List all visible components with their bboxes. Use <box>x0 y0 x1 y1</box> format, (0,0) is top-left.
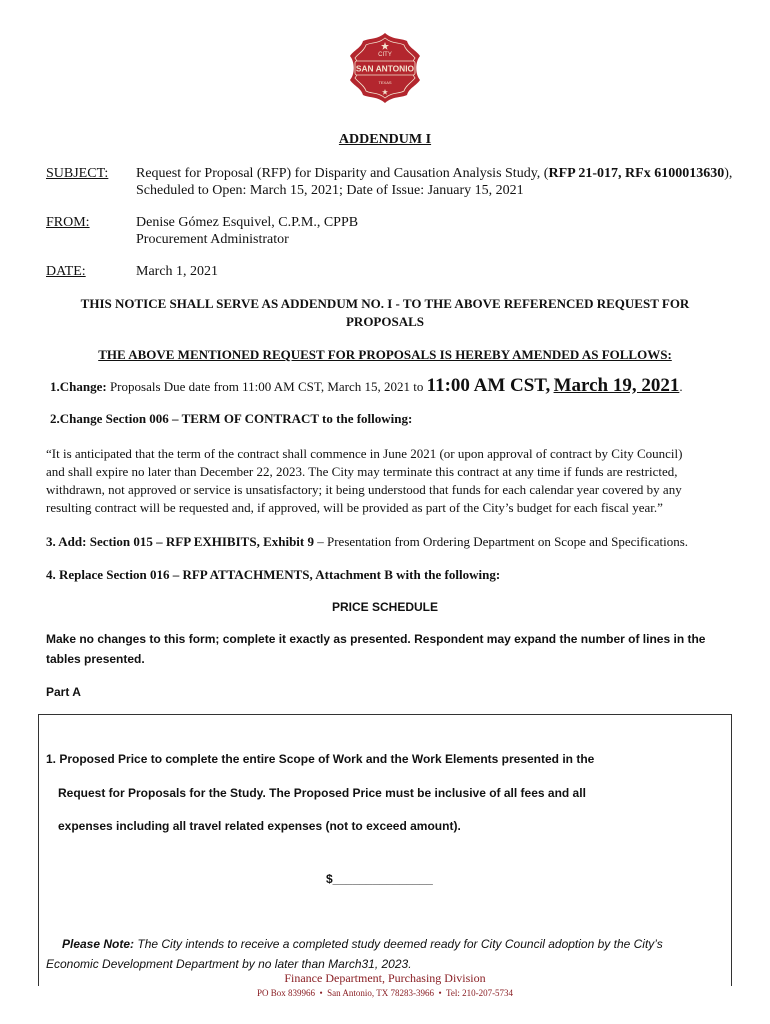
notice-line-2: PROPOSALS <box>345 314 424 329</box>
subject-line-2: Scheduled to Open: March 15, 2021; Date of Issue: January 15, 2021 <box>136 183 524 198</box>
from-title: Procurement Administrator <box>136 232 289 247</box>
term-quote-line-1: “It is anticipated that the term of the contract shall commence in June 2021 (or upon approval of contract by City Council) <box>46 446 683 461</box>
instructions-line-2: tables presented. <box>46 652 145 666</box>
seal-bottom-text: TEXAS <box>378 80 392 85</box>
part-label: Part A <box>46 685 81 699</box>
term-quote-line-4: resulting contract will be requested and, if approved, will be provided as part of the City’s budget for each fiscal year.” <box>46 500 663 515</box>
date-value: March 1, 2021 <box>136 264 219 279</box>
note-label: Please Note: <box>62 937 135 951</box>
from-label: FROM: <box>46 215 90 230</box>
instructions-line-1: Make no changes to this form; complete it exactly as presented. Respondent may expand the number of lines in the <box>46 632 706 646</box>
footer-contact <box>0 988 770 998</box>
item-2-label: Change Section 006 – TERM OF CONTRACT to the following: <box>59 411 413 426</box>
item-1-number: 1. <box>50 379 60 394</box>
footer-phone: Tel: 210-207-5734 <box>445 988 514 998</box>
note-line-1 <box>62 936 663 952</box>
item-1-text: Proposals Due date from 11:00 AM CST, March 15, 2021 to <box>106 379 427 394</box>
subject-text-end: ), <box>724 166 733 181</box>
item-3 <box>46 533 688 551</box>
item-1-new-time: 11:00 AM CST, <box>426 375 551 396</box>
city-seal-logo <box>349 32 421 104</box>
note-text: The City intends to receive a completed study deemed ready for City Council adoption by the City’s <box>134 937 663 951</box>
price-blank-field[interactable]: $_______________ <box>326 872 433 886</box>
item-3-text: – Presentation from Ordering Department on Scope and Specifications. <box>314 534 689 549</box>
price-schedule-title: PRICE SCHEDULE <box>331 600 438 614</box>
footer-po-box: PO Box 839966 <box>256 988 315 998</box>
item-1 <box>50 377 683 396</box>
addendum-title: ADDENDUM I <box>338 132 432 147</box>
item-4: 4. Replace Section 016 – RFP ATTACHMENTS, Attachment B with the following: <box>46 567 501 582</box>
note-line-2: Economic Development Department by no later than March31, 2023. <box>46 957 412 971</box>
item-3-label: 3. Add: Section 015 – RFP EXHIBITS, Exhibit 9 <box>46 534 314 549</box>
from-name: Denise Gómez Esquivel, C.P.M., CPPB <box>136 215 359 230</box>
footer-department: Finance Department, Purchasing Division <box>284 971 486 985</box>
term-quote-line-2: and shall expire no later than December 22, 2023. The City may terminate this contract at any time if funds are restricted, <box>46 464 678 479</box>
item-1-end: . <box>679 379 683 394</box>
bullet-icon: • <box>319 988 323 998</box>
subject-line-1 <box>136 165 732 182</box>
item-1-new-date: March 19, 2021 <box>553 375 680 396</box>
item-2 <box>50 410 412 428</box>
item-2-number: 2. <box>50 411 60 426</box>
notice-line-1: THIS NOTICE SHALL SERVE AS ADDENDUM NO. I - TO THE ABOVE REFERENCED REQUEST FOR <box>80 296 690 311</box>
price-box-line-1: 1. Proposed Price to complete the entire Scope of Work and the Work Elements presented in the <box>46 752 595 766</box>
footer-city: San Antonio, TX 78283-3966 <box>327 988 434 998</box>
price-box-line-3: expenses including all travel related expenses (not to exceed amount). <box>58 819 461 833</box>
price-box-line-2: Request for Proposals for the Study. The Proposed Price must be inclusive of all fees and all <box>58 786 586 800</box>
subject-label: SUBJECT: <box>46 166 109 181</box>
item-1-label: Change: <box>59 379 107 394</box>
term-quote-line-3: withdrawn, not approved or service is unsatisfactory; it being understood that funds for each calendar year covered by any <box>46 482 682 497</box>
amended-heading: THE ABOVE MENTIONED REQUEST FOR PROPOSALS IS HEREBY AMENDED AS FOLLOWS: <box>98 347 672 362</box>
subject-text: Request for Proposal (RFP) for Disparity and Causation Analysis Study, ( <box>136 166 549 181</box>
bullet-icon: • <box>438 988 442 998</box>
seal-city-name: SAN ANTONIO <box>355 63 415 74</box>
date-label: DATE: <box>46 264 86 279</box>
seal-top-text: CITY <box>378 52 392 58</box>
rfp-number: RFP 21-017, RFx 6100013630 <box>548 166 725 181</box>
